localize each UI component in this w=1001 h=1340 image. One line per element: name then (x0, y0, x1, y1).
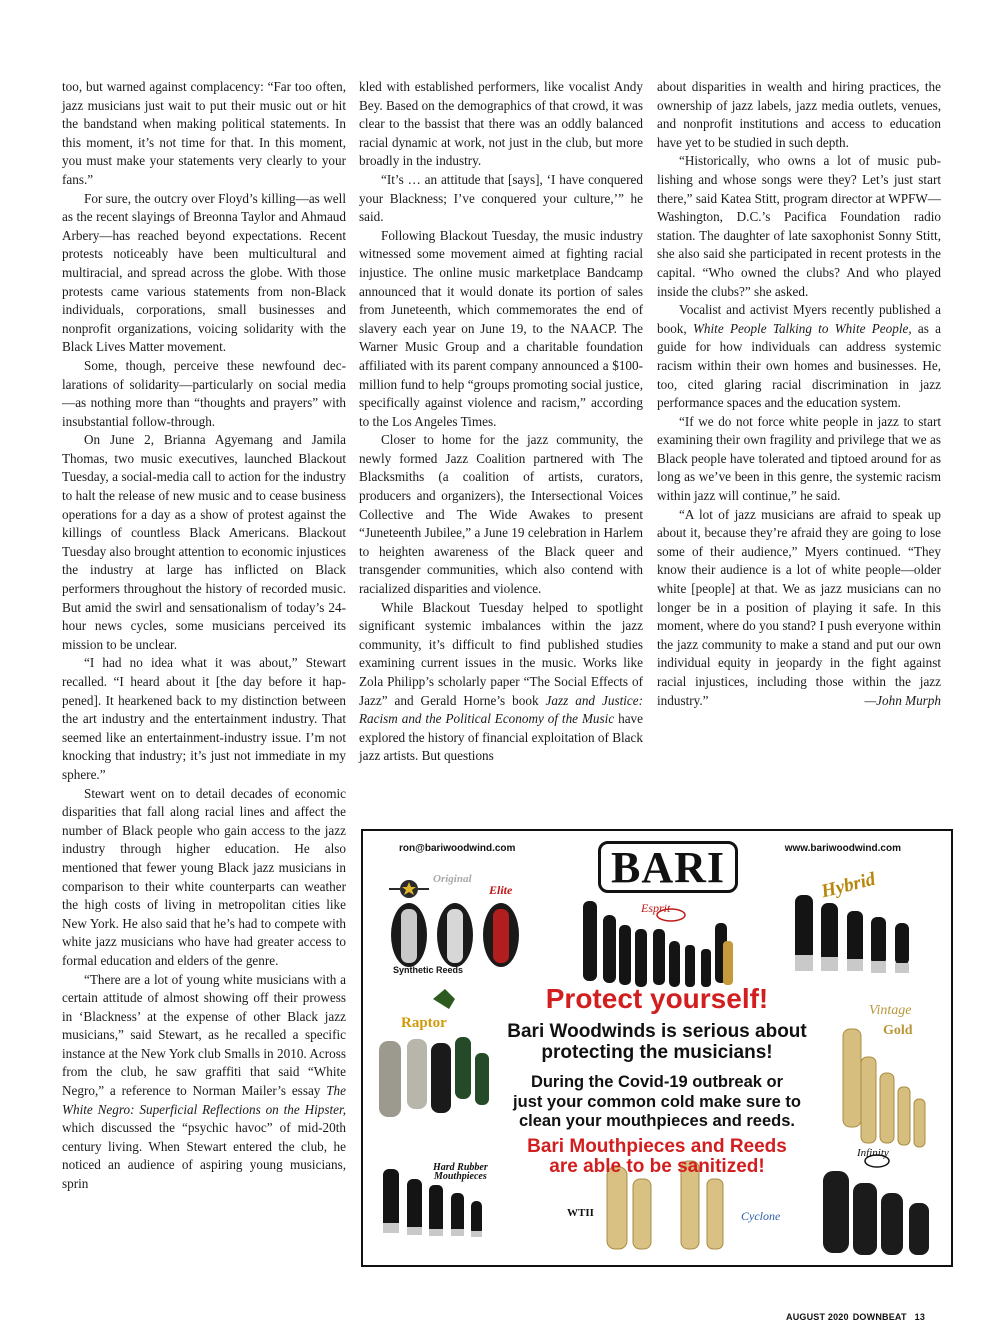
text-run: “There are a lot of young white musicians with a certain attitude of almost showing off their prowess in ‘Blackness’ at the expense of other Black jazz musicians,” said Stewart, as he recalled a specific instance at the New York club Smalls in 2010. Across from the club, he saw graffiti that said “White Negro,” a reference to Norman Mailer’s essay (62, 971, 346, 1099)
elite-label: Elite (489, 883, 513, 897)
paragraph (62, 971, 346, 1194)
paragraph: Some, though, perceive these newfound declarations of solidarity—particularly on social media—as nothing more than “thoughts and prayers” with insubstantial follow-through. (62, 357, 346, 429)
hybrid-label: Hybrid (819, 868, 878, 903)
raptor-label: Raptor (401, 1015, 447, 1031)
text-run: have explored the history of financial exploitation of Black jazz artists. But questions (359, 711, 643, 764)
article-column-1 (62, 78, 346, 1194)
paragraph: “Historically, who owns a lot of music publishing and whose songs were they? Let’s just start there,” said Katea Stitt, program director at WPFW—Washington, D.C.’s Pacifica Foundation radio station. The daughter of late saxophonist Sonny Stitt, she also said she participated in recent protests in the capital. “Who owned the clubs? And who played inside the clubs?” she asked. (657, 153, 941, 299)
infinity-label: Infinity (857, 1147, 889, 1159)
ad-headline: Protect yourself! (545, 983, 769, 1014)
hard-rubber-label (433, 1163, 488, 1181)
synthetic-reeds-label: Synthetic Reeds (393, 965, 464, 975)
text-run: Vocalist and activist Myers recently published a book, (657, 302, 941, 336)
paragraph (359, 599, 643, 766)
synthetic-reed-elite (483, 903, 519, 967)
paragraph: about disparities in wealth and hiring practices, the ownership of jazz labels, jazz media outlets, venues, and nonprofit institutions and access to education have yet to be studied in such depth. (657, 79, 941, 150)
paragraph: Following Blackout Tuesday, the music industry witnessed some movement aimed at fighting racial injustice. The online music marketplace Bandcamp announced that it would donate its portion of sales from Juneteenth, which commemorates the end of slavery each year on June 19, to the NAACP. The Warner Music Group and a charitable foundation affiliated with its parent company announced a $100-million fund to help “groups promoting social justice, specifically against violence and racism,” according to the Los Angeles Times. (359, 227, 643, 429)
article-column-3 (657, 78, 941, 710)
synthetic-reed-silver (437, 903, 473, 967)
infinity-mouthpieces (823, 1171, 929, 1255)
cyclone-label: Cyclone (741, 1209, 781, 1223)
ad-email-link[interactable]: ron@bariwoodwind.com (399, 843, 516, 854)
paragraph: too, but warned against complacency: “Far too often, jazz musicians just wait to put their music out or hit the bandstand when making political statements. In this moment, it’s not time for that. In this moment, you must make your statements very clearly to your fans.” (62, 79, 346, 187)
star-emblem-icon (389, 880, 429, 898)
ad-covid-line: During the Covid-19 outbreak or (530, 1073, 784, 1091)
text-run: as a guide for how individuals can address systemic racism within their own homes and businesses. He, too, cited glaring racial discrimination in jazz performance spaces and the education system. (657, 320, 942, 411)
page-number: 13 (914, 1312, 926, 1322)
ad-covid-message (363, 1073, 951, 1132)
gold-label: Gold (883, 1023, 913, 1038)
paragraph: For sure, the outcry over Floyd’s killing—as well as the recent slayings of Breonna Taylor and Ahmaud Arbery—has reached beyond expectations. Recent protests noticeably have been multicultural and multiracial, and spread across the globe. With those protests came various statements from non-Black individuals, corporations, small businesses and nonprofit organizations, voicing solidarity with the Black Lives Matter movement. (62, 190, 346, 355)
vintage-label: Vintage (869, 1003, 912, 1018)
esprit-label: Esprit (641, 901, 671, 915)
original-label: Original (433, 873, 472, 885)
paragraph: kled with established performers, like vocalist Andy Bey. Based on the demographics of that crowd, it was clear to the bassist that there was an oddly balanced racial dynamic at work, not just in the club, but more broadly in the industry. (359, 79, 643, 169)
paragraph: “It’s … an attitude that [says], ‘I have conquered your Blackness; I’ve conquered your culture,’” he said. (359, 171, 643, 225)
ad-subheadline-line: Bari Woodwinds is serious about (507, 1021, 807, 1042)
italic-title: White People Talking to White People, (692, 320, 912, 336)
hard-rubber-label-line: Mouthpieces (433, 1171, 487, 1182)
magazine-name: DOWNBEAT (852, 1312, 907, 1322)
bari-woodwinds-advertisement[interactable] (361, 829, 953, 1267)
ad-covid-line: clean your mouthpieces and reeds. (518, 1112, 795, 1130)
issue-date: AUGUST 2020 (786, 1312, 849, 1322)
italic-title: Superficial Reflections on the Hipster, (139, 1101, 346, 1117)
ad-subheadline-line: protecting the musicians! (541, 1042, 773, 1063)
synthetic-reed-original (391, 903, 427, 967)
italic-title: The White Negro: (62, 1083, 346, 1117)
ad-covid-line: just your common cold make sure to (513, 1092, 801, 1111)
bari-logo: BARI (598, 841, 738, 893)
italic-title: Jazz and Justice: Racism and the Political Economy of the Music (359, 692, 644, 727)
page-footer (786, 1312, 925, 1322)
ad-subheadline (363, 1021, 951, 1063)
ad-sanitize-line: are able to be sanitized! (549, 1156, 765, 1177)
hybrid-mouthpieces (795, 895, 909, 973)
paragraph (657, 506, 941, 711)
paragraph: “I had no idea what it was about,” Stewart recalled. “I heard about it [the day before it happened]. It hearkened back to my distinction between the art industry and the entertainment industry. That seemed like an entertainment-industry issue. I’m not knocking that industry; it’s just not immediate in my sphere.” (62, 655, 346, 782)
wtii-label: WTII (567, 1207, 594, 1219)
paragraph: Stewart went on to detail decades of economic disparities that fall along racial lines and affect the number of Black people who gain access to the jazz industry through higher education. He also mentioned that fewer young Black jazz musicians in comparison to their white counterparts can weather the high costs of living in metropolitan cities like New York. He also said that he’s had to compete with white jazz musicians who have had greater access to formal education and elders of the genre. (62, 785, 346, 968)
text-run: which discussed the “psychic havoc” of mid-20th century living. When Stewart entered the club, he noticed an audience of aspiring young musicians, sprin (62, 1120, 346, 1192)
article-column-2 (359, 78, 643, 766)
paragraph: Closer to home for the jazz community, the newly formed Jazz Coalition partnered with The Blacksmiths (a coalition of artists, curators, producers and organizers), the Intersectional Voices Collective and The Wide Awakes to present “Juneteenth Jubilee,” a June 19 celebration in Harlem to heighten awareness of the Black queer and transgender communities, which also contend with racialized disparities and violence. (359, 432, 643, 597)
byline: —John Murph (864, 692, 941, 708)
text-run: “A lot of jazz musicians are afraid to speak up about it, because they’re afraid they are going to lose some of their audience,” Myers continued. “They know their audience is a lot of white people—older white [people] at that. We as jazz musicians can no longer be in a position of playing it safe. In this moment, where do you stand? I push everyone within the jazz community to make a stand and put our own individual equity in jeopardy in the fight against racial injustices, including those within the jazz industry.” (657, 506, 941, 708)
ad-website-link[interactable]: www.bariwoodwind.com (784, 843, 901, 854)
text-run: While Blackout Tuesday helped to spotlight significant systemic imbalances within the jazz community, it’s difficult to find published studies examining current issues in the music. Works like Zola Philipp’s scholarly paper “The Social Effects of Jazz” and Gerald Horne’s book (359, 599, 643, 708)
ad-sanitize-line: Bari Mouthpieces and Reeds (527, 1136, 787, 1157)
paragraph: “If we do not force white people in jazz to start examining their own fragility and privilege that we as Black people have tolerated and tiptoed around for as long as we’ve been in this genre, the systemic racism within jazz will continue,” he said. (657, 413, 941, 504)
paragraph: On June 2, Brianna Agyemang and Jamila Thomas, two music executives, launched Blackout Tuesday, a social-media call to action for the industry to halt the release of new music and to cease business operations for a day as a show of protest against the killings of countless Black Americans. Blackout Tuesday also brought attention to economic injustices the industry at large has inflicted on Black performers throughout the history of recorded music. But amid the swirl and sensationalism of today’s 24-hour news cycles, some musicians perceived its mission to be unclear. (62, 432, 346, 652)
hard-rubber-label-line: Hard Rubber (433, 1162, 488, 1173)
paragraph (657, 301, 941, 413)
